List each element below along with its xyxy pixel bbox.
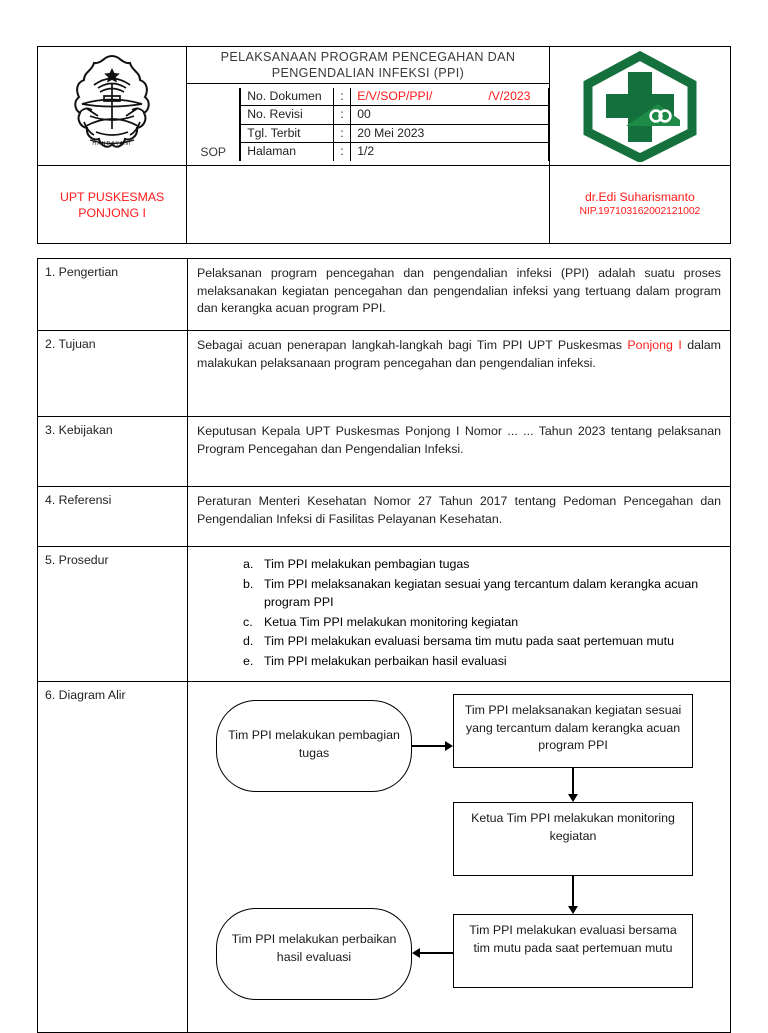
meta-value-no-dokumen xyxy=(351,88,549,106)
sop-meta-cell xyxy=(187,83,550,165)
prosedur-text-a: Tim PPI melakukan pembagian tugas xyxy=(264,557,470,571)
signer-cell xyxy=(549,166,730,244)
list-item xyxy=(243,632,730,652)
flow-node-4-text: Tim PPI melakukan evaluasi bersama tim mutu pada saat pertemuan mutu xyxy=(469,923,677,955)
body-diagram-alir xyxy=(188,682,731,1033)
flow-node-perbaikan-hasil-evaluasi xyxy=(216,908,412,1000)
document-header-table xyxy=(37,46,731,244)
sop-meta-table xyxy=(187,88,549,161)
prosedur-list xyxy=(243,555,730,671)
tujuan-text-1: Sebagai acuan penerapan langkah-langkah bagi Tim PPI UPT Puskesmas xyxy=(197,338,628,352)
sop-label: SOP xyxy=(187,88,240,161)
list-item xyxy=(243,613,730,633)
svg-text:HANDAYANI: HANDAYANI xyxy=(92,141,132,147)
meta-sep-3: : xyxy=(334,143,351,161)
meta-row-no-revisi xyxy=(241,106,549,125)
body-tujuan xyxy=(188,331,731,417)
label-kebijakan: 3. Kebijakan xyxy=(38,417,188,487)
arrow-4-to-5 xyxy=(420,952,453,954)
label-tujuan: 2. Tujuan xyxy=(38,331,188,417)
row-kebijakan xyxy=(38,417,731,487)
row-referensi xyxy=(38,487,731,547)
doc-number-value2: /V/2023 xyxy=(488,88,531,103)
header-signature-row xyxy=(38,166,731,244)
flowchart-canvas xyxy=(188,682,730,1032)
prosedur-text-d: Tim PPI melakukan evaluasi bersama tim mutu pada saat pertemuan mutu xyxy=(264,634,674,648)
label-prosedur: 5. Prosedur xyxy=(38,547,188,682)
tujuan-text-red: Ponjong I xyxy=(627,338,682,352)
unit-name-line1: UPT PUSKESMAS xyxy=(59,189,165,204)
prosedur-text-b: Tim PPI melaksanakan kegiatan sesuai yang tercantum dalam kerangka acuan program PPI xyxy=(264,576,699,609)
meta-label-tgl-terbit: Tgl. Terbit xyxy=(241,124,334,143)
sop-content-table xyxy=(37,258,731,1033)
list-item xyxy=(243,652,730,672)
flow-node-melaksanakan-kegiatan xyxy=(453,694,693,768)
meta-sep-2: : xyxy=(334,124,351,143)
prosedur-text-e: Tim PPI melakukan perbaikan hasil evaluasi xyxy=(264,653,507,668)
arrow-3-to-4 xyxy=(572,876,574,908)
arrowhead-4-to-5 xyxy=(412,948,420,958)
label-diagram-alir: 6. Diagram Alir xyxy=(38,682,188,1033)
label-referensi: 4. Referensi xyxy=(38,487,188,547)
left-logo-cell xyxy=(38,47,187,166)
arrow-1-to-2 xyxy=(412,745,445,747)
flow-node-pembagian-tugas xyxy=(216,700,412,792)
meta-value-no-revisi: 00 xyxy=(351,106,549,125)
signature-blank-cell xyxy=(187,166,550,244)
signer-nip: NIP.197103162002121002 xyxy=(579,206,701,217)
prosedur-marker-a: a. xyxy=(243,557,254,571)
meta-label-no-dokumen: No. Dokumen xyxy=(241,88,334,106)
meta-row-tgl-terbit xyxy=(241,124,549,143)
header-top-row xyxy=(38,47,731,84)
meta-rows-cell xyxy=(240,88,549,161)
row-tujuan xyxy=(38,331,731,417)
unit-name-line2: PONJONG I xyxy=(78,205,146,220)
flow-node-5-text: Tim PPI melakukan perbaikan hasil evaluasi xyxy=(231,932,397,964)
flow-node-1-text: Tim PPI melakukan pembagian tugas xyxy=(228,728,400,760)
meta-sep-0: : xyxy=(334,88,351,106)
arrowhead-1-to-2 xyxy=(445,741,453,751)
body-referensi: Peraturan Menteri Kesehatan Nomor 27 Tahun 2017 tentang Pedoman Pencegahan dan Pengendalian Infeksi di Fasilitas Pelayanan Kesehatan. xyxy=(188,487,731,547)
meta-sep-1: : xyxy=(334,106,351,125)
prosedur-list-wrapper xyxy=(188,547,730,681)
arrowhead-2-to-3 xyxy=(568,794,578,802)
meta-label-halaman: Halaman xyxy=(241,143,334,161)
gunungkidul-regency-emblem-icon xyxy=(38,47,186,165)
prosedur-text-c: Ketua Tim PPI melakukan monitoring kegiatan xyxy=(264,614,519,629)
doc-number-value: E/V/SOP/PPI/ xyxy=(357,88,433,103)
body-kebijakan: Keputusan Kepala UPT Puskesmas Ponjong I Nomor ... ... Tahun 2023 tentang pelaksanan Program Pencegahan dan Pengendalian Infeksi. xyxy=(188,417,731,487)
list-item xyxy=(243,575,730,613)
prosedur-marker-e: e. xyxy=(243,653,254,668)
flow-node-monitoring-kegiatan xyxy=(453,802,693,876)
row-prosedur xyxy=(38,547,731,682)
meta-row-halaman xyxy=(241,143,549,161)
arrow-2-to-3 xyxy=(572,768,574,796)
flow-node-2-text: Tim PPI melaksanakan kegiatan sesuai yang tercantum dalam kerangka acuan program PPI xyxy=(464,703,682,752)
label-pengertian: 1. Pengertian xyxy=(38,259,188,331)
tujuan-text-2: dalam malakukan pelaksanaan program pencegahan dan pengendalian infeksi. xyxy=(197,338,721,370)
meta-label-no-revisi: No. Revisi xyxy=(241,106,334,125)
meta-row-no-dokumen xyxy=(241,88,549,106)
flow-node-3-text: Ketua Tim PPI melakukan monitoring kegiatan xyxy=(471,811,675,843)
meta-fields xyxy=(240,88,549,161)
body-pengertian: Pelaksanan program pencegahan dan pengendalian infeksi (PPI) adalah suatu proses melaksanakan kegiatan pencegahan dan pengendalian infeksi yang tertuang dalam program dan kerangka acuan program PPI. xyxy=(188,259,731,331)
meta-value-halaman: 1/2 xyxy=(351,143,549,161)
prosedur-marker-b: b. xyxy=(243,576,254,591)
arrowhead-3-to-4 xyxy=(568,906,578,914)
puskesmas-green-cross-logo-icon xyxy=(550,47,730,165)
flow-node-evaluasi-tim-mutu xyxy=(453,914,693,988)
prosedur-marker-d: d. xyxy=(243,634,254,648)
right-logo-cell xyxy=(549,47,730,166)
signer-name: dr.Edi Suharismanto xyxy=(584,190,695,204)
unit-name-cell xyxy=(38,166,187,244)
row-diagram-alir xyxy=(38,682,731,1033)
prosedur-marker-c: c. xyxy=(243,614,253,629)
list-item xyxy=(243,555,730,575)
body-prosedur xyxy=(188,547,731,682)
document-title: PELAKSANAAN PROGRAM PENCEGAHAN DAN PENGENDALIAN INFEKSI (PPI) xyxy=(187,47,550,84)
meta-value-tgl-terbit: 20 Mei 2023 xyxy=(351,124,549,143)
row-pengertian xyxy=(38,259,731,331)
